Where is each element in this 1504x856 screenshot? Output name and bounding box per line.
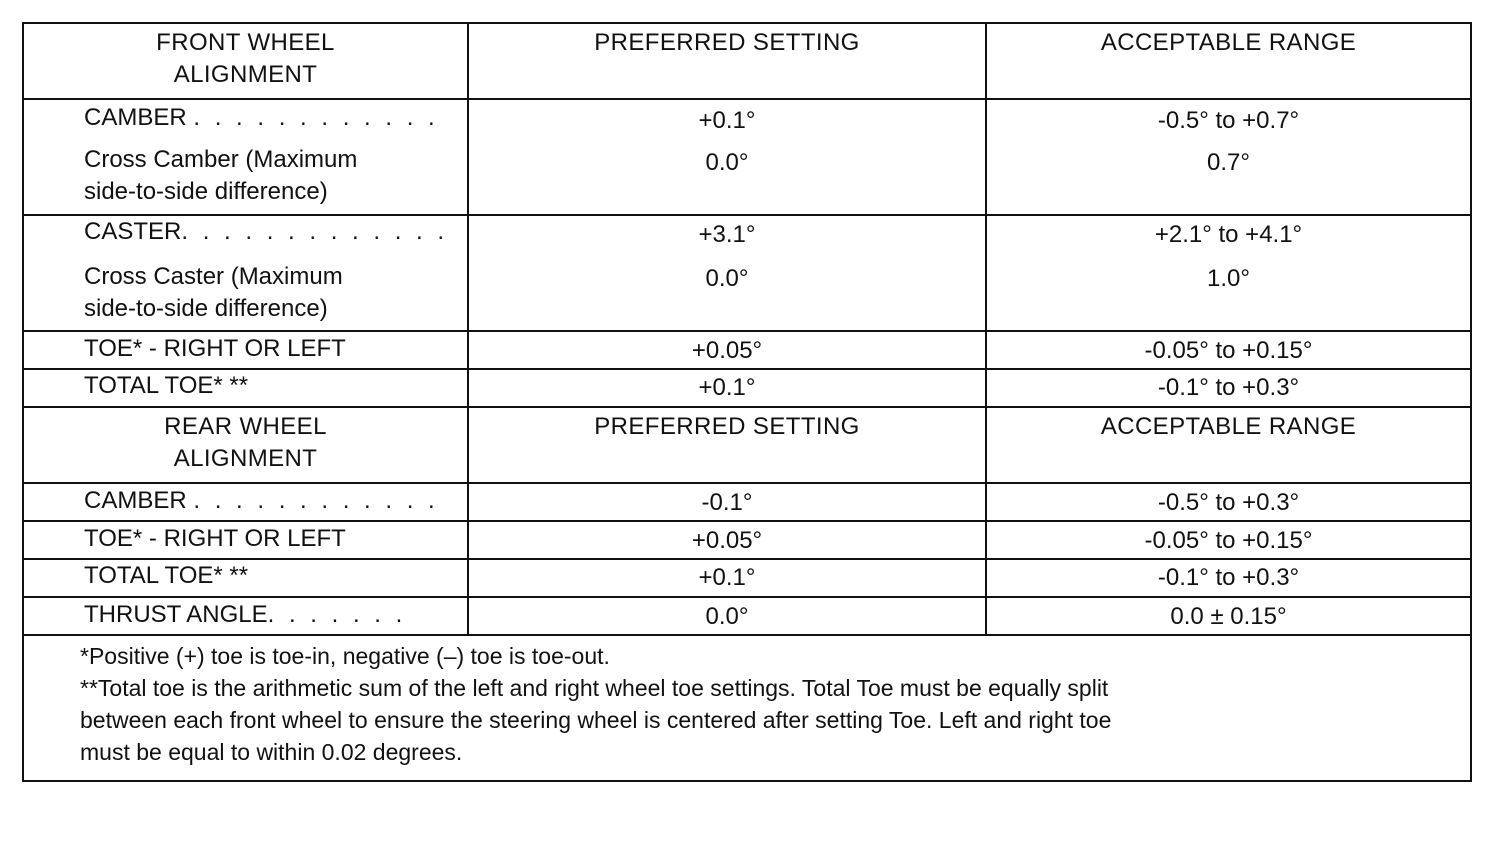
footnote-toe-definition: *Positive (+) toe is toe-in, negative (–) toe is toe-out. bbox=[80, 643, 610, 669]
wheel-alignment-spec-table bbox=[22, 22, 1472, 782]
front-caster-label: CASTER bbox=[84, 218, 182, 245]
rear-header-preferred-label: PREFERRED SETTING bbox=[594, 413, 860, 440]
front-caster-dots: . . . . . . . . . . . . . bbox=[181, 218, 449, 245]
front-camber-range-cell bbox=[986, 99, 1471, 215]
front-total-toe-range-cell bbox=[986, 369, 1471, 407]
front-header-preferred-cell bbox=[468, 23, 986, 99]
front-toe-label-cell bbox=[23, 331, 468, 369]
front-caster-range-cell bbox=[986, 215, 1471, 331]
front-cross-caster-label-line2: side-to-side difference) bbox=[84, 295, 328, 322]
front-total-toe-pref-cell bbox=[468, 369, 986, 407]
front-total-toe-label-cell bbox=[23, 369, 468, 407]
front-camber-pref: +0.1° bbox=[698, 107, 756, 134]
front-caster-pref: +3.1° bbox=[698, 221, 756, 248]
rear-header-alignment-cell bbox=[23, 407, 468, 483]
rear-toe-range-cell bbox=[986, 521, 1471, 559]
front-header-title-line1: FRONT WHEEL bbox=[156, 29, 335, 56]
front-cross-caster-label-line1: Cross Caster (Maximum bbox=[84, 263, 343, 290]
rear-total-toe-pref: +0.1° bbox=[698, 564, 756, 591]
front-camber-row bbox=[23, 99, 1471, 215]
front-total-toe-label: TOTAL TOE* ** bbox=[84, 372, 249, 399]
footnote-total-toe-line1: **Total toe is the arithmetic sum of the left and right wheel toe settings. Total Toe must be equally split bbox=[80, 675, 1109, 701]
rear-camber-dots: . . . . . . . . . . . . bbox=[193, 487, 439, 514]
front-header-title-line2: ALIGNMENT bbox=[173, 61, 318, 88]
footnotes-row bbox=[23, 635, 1471, 781]
rear-toe-pref: +0.05° bbox=[691, 527, 763, 554]
footnotes-cell bbox=[23, 635, 1471, 781]
rear-header-preferred-cell bbox=[468, 407, 986, 483]
rear-total-toe-range-cell bbox=[986, 559, 1471, 597]
rear-camber-range: -0.5° to +0.3° bbox=[1157, 489, 1300, 516]
rear-thrust-pref-cell bbox=[468, 597, 986, 635]
front-toe-pref-cell bbox=[468, 331, 986, 369]
front-caster-range: +2.1° to +4.1° bbox=[1154, 221, 1303, 248]
rear-thrust-range: 0.0 ± 0.15° bbox=[1170, 603, 1287, 630]
rear-header-row bbox=[23, 407, 1471, 483]
rear-camber-range-cell bbox=[986, 483, 1471, 521]
front-cross-caster-pref: 0.0° bbox=[705, 265, 749, 292]
front-toe-row bbox=[23, 331, 1471, 369]
front-header-range-cell bbox=[986, 23, 1471, 99]
rear-camber-pref: -0.1° bbox=[701, 489, 753, 516]
rear-toe-range: -0.05° to +0.15° bbox=[1144, 527, 1313, 554]
rear-camber-pref-cell bbox=[468, 483, 986, 521]
front-total-toe-range: -0.1° to +0.3° bbox=[1157, 374, 1300, 401]
front-toe-range: -0.05° to +0.15° bbox=[1144, 337, 1313, 364]
rear-toe-pref-cell bbox=[468, 521, 986, 559]
rear-toe-row bbox=[23, 521, 1471, 559]
front-total-toe-pref: +0.1° bbox=[698, 374, 756, 401]
rear-toe-label-cell bbox=[23, 521, 468, 559]
front-toe-label: TOE* - RIGHT OR LEFT bbox=[84, 335, 346, 362]
front-camber-dots: . . . . . . . . . . . . bbox=[193, 104, 439, 131]
rear-header-title-line2: ALIGNMENT bbox=[173, 445, 318, 472]
rear-thrust-label: THRUST ANGLE bbox=[84, 601, 268, 628]
rear-header-range-cell bbox=[986, 407, 1471, 483]
rear-total-toe-row bbox=[23, 559, 1471, 597]
front-header-preferred-label: PREFERRED SETTING bbox=[594, 29, 860, 56]
front-camber-pref-cell bbox=[468, 99, 986, 215]
front-toe-pref: +0.05° bbox=[691, 337, 763, 364]
front-camber-range: -0.5° to +0.7° bbox=[1157, 107, 1300, 134]
front-cross-camber-range: 0.7° bbox=[1207, 149, 1250, 176]
rear-header-title-line1: REAR WHEEL bbox=[164, 413, 327, 440]
footnote-total-toe-line2: between each front wheel to ensure the steering wheel is centered after setting Toe. Left and right toe bbox=[80, 707, 1112, 733]
rear-total-toe-label: TOTAL TOE* ** bbox=[84, 562, 249, 589]
rear-toe-label: TOE* - RIGHT OR LEFT bbox=[84, 525, 346, 552]
rear-total-toe-pref-cell bbox=[468, 559, 986, 597]
rear-thrust-range-cell bbox=[986, 597, 1471, 635]
front-cross-camber-label-line2: side-to-side difference) bbox=[84, 178, 328, 205]
rear-thrust-dots: . . . . . . . bbox=[267, 601, 407, 628]
front-total-toe-row bbox=[23, 369, 1471, 407]
front-caster-pref-cell bbox=[468, 215, 986, 331]
front-cross-camber-pref: 0.0° bbox=[705, 149, 749, 176]
rear-total-toe-range: -0.1° to +0.3° bbox=[1157, 564, 1300, 591]
front-caster-label-cell bbox=[23, 215, 468, 331]
rear-thrust-label-cell bbox=[23, 597, 468, 635]
rear-header-range-label: ACCEPTABLE RANGE bbox=[1100, 413, 1357, 440]
footnote-total-toe-line3: must be equal to within 0.02 degrees. bbox=[80, 739, 463, 765]
front-header-alignment-cell bbox=[23, 23, 468, 99]
rear-total-toe-label-cell bbox=[23, 559, 468, 597]
front-toe-range-cell bbox=[986, 331, 1471, 369]
front-header-range-label: ACCEPTABLE RANGE bbox=[1100, 29, 1357, 56]
front-header-row bbox=[23, 23, 1471, 99]
rear-camber-label: CAMBER bbox=[84, 487, 187, 514]
front-camber-label-cell bbox=[23, 99, 468, 215]
rear-camber-label-cell bbox=[23, 483, 468, 521]
rear-camber-row bbox=[23, 483, 1471, 521]
front-cross-camber-label-line1: Cross Camber (Maximum bbox=[84, 146, 358, 173]
front-cross-caster-range: 1.0° bbox=[1207, 265, 1250, 292]
front-caster-row bbox=[23, 215, 1471, 331]
front-camber-label: CAMBER bbox=[84, 104, 187, 131]
rear-thrust-pref: 0.0° bbox=[705, 603, 749, 630]
rear-thrust-angle-row bbox=[23, 597, 1471, 635]
